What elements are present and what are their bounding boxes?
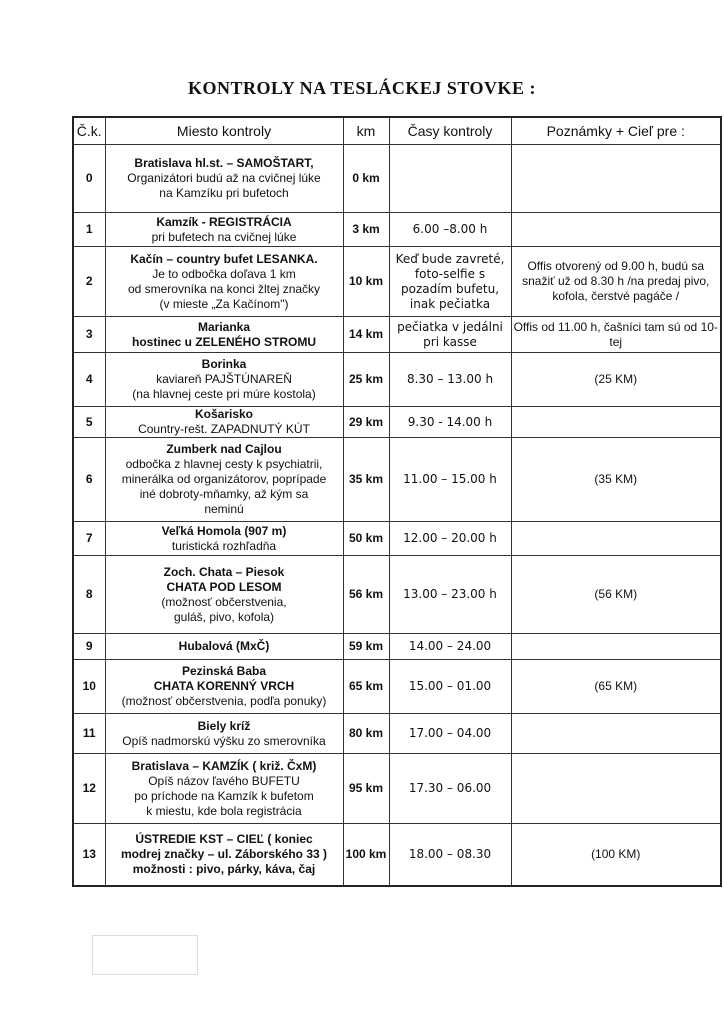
checkpoint-time: 12.00 – 20.00 h xyxy=(389,522,511,556)
checkpoint-time xyxy=(389,145,511,213)
checkpoint-number: 0 xyxy=(73,145,105,213)
checkpoint-place xyxy=(105,714,343,754)
checkpoint-note: (25 KM) xyxy=(511,353,721,407)
table-row xyxy=(73,213,721,247)
checkpoint-number: 4 xyxy=(73,353,105,407)
place-line: po príchode na Kamzík k bufetom xyxy=(134,788,314,803)
table-row xyxy=(73,522,721,556)
table-row xyxy=(73,317,721,353)
checkpoint-km: 80 km xyxy=(343,714,389,754)
checkpoint-time: Keď bude zavreté, foto-selfie s pozadím bufetu, inak pečiatka xyxy=(389,247,511,317)
checkpoint-note: (35 KM) xyxy=(511,438,721,522)
checkpoints-table xyxy=(72,116,722,887)
place-line: Košarisko xyxy=(194,407,254,421)
place-line: možnosti : pivo, párky, káva, čaj xyxy=(132,861,316,876)
place-line: Opíš názov ľavého BUFETU xyxy=(148,773,300,788)
place-line: Marianka xyxy=(197,319,251,334)
place-line: Hubalová (MxČ) xyxy=(178,639,270,653)
table-row xyxy=(73,660,721,714)
page-title: KONTROLY NA TESLÁCKEJ STOVKE : xyxy=(187,78,537,98)
place-line: modrej značky – ul. Záborského 33 ) xyxy=(120,846,328,861)
checkpoint-number: 12 xyxy=(73,754,105,824)
place-line: Bratislava – KAMZÍK ( križ. ČxM) xyxy=(131,758,317,773)
checkpoint-note: (100 KM) xyxy=(511,824,721,886)
table-row xyxy=(73,714,721,754)
table-body xyxy=(73,145,721,886)
checkpoint-place xyxy=(105,522,343,556)
checkpoint-place xyxy=(105,407,343,438)
table-header-row xyxy=(73,117,721,145)
checkpoint-time: 11.00 – 15.00 h xyxy=(389,438,511,522)
checkpoint-note: (65 KM) xyxy=(511,660,721,714)
place-line: Veľká Homola (907 m) xyxy=(161,523,287,538)
place-line: k miestu, kde bola registrácia xyxy=(146,803,302,818)
header-note: Poznámky + Cieľ pre : xyxy=(511,117,721,145)
checkpoint-place xyxy=(105,556,343,634)
place-line: Country-rešt. ZAPADNUTÝ KÚT xyxy=(138,422,310,436)
place-line: hostinec u ZELENÉHO STROMU xyxy=(131,334,316,349)
checkpoint-km: 95 km xyxy=(343,754,389,824)
checkpoint-number: 7 xyxy=(73,522,105,556)
checkpoint-time: 17.00 – 04.00 xyxy=(389,714,511,754)
table-row xyxy=(73,407,721,438)
checkpoint-time: 14.00 – 24.00 xyxy=(389,634,511,660)
place-line: odbočka z hlavnej cesty k psychiatrii, xyxy=(125,457,323,471)
checkpoint-km: 0 km xyxy=(343,145,389,213)
checkpoint-note xyxy=(511,754,721,824)
checkpoint-note xyxy=(511,522,721,556)
place-line: neminú xyxy=(204,502,244,516)
header-time: Časy kontroly xyxy=(389,117,511,145)
place-line: Zoch. Chata – Piesok xyxy=(163,564,285,579)
checkpoint-number: 13 xyxy=(73,824,105,886)
place-line: ÚSTREDIE KST – CIEĽ ( koniec xyxy=(135,831,313,846)
checkpoint-number: 11 xyxy=(73,714,105,754)
place-line: na Kamzíku pri bufetoch xyxy=(159,186,289,200)
place-line: minerálka od organizátorov, poprípade xyxy=(121,472,327,486)
checkpoint-km: 29 km xyxy=(343,407,389,438)
place-line: od smerovníka na konci žltej značky xyxy=(127,281,321,296)
faded-stamp xyxy=(92,935,198,975)
table-row xyxy=(73,247,721,317)
header-number: Č.k. xyxy=(73,117,105,145)
checkpoint-number: 2 xyxy=(73,247,105,317)
checkpoint-number: 8 xyxy=(73,556,105,634)
place-line: CHATA POD LESOM xyxy=(166,579,282,594)
place-line: guláš, pivo, kofola) xyxy=(173,609,275,624)
checkpoint-place xyxy=(105,634,343,660)
checkpoint-place xyxy=(105,145,343,213)
table-row xyxy=(73,556,721,634)
checkpoint-note xyxy=(511,145,721,213)
table-row xyxy=(73,824,721,886)
place-line: Bratislava hl.st. – SAMOŠTART, xyxy=(134,156,314,170)
place-line: Je to odbočka doľava 1 km xyxy=(152,266,296,281)
place-line: Opíš nadmorskú výšku zo smerovníka xyxy=(122,733,326,748)
checkpoint-place xyxy=(105,247,343,317)
checkpoint-km: 59 km xyxy=(343,634,389,660)
checkpoint-time: 18.00 – 08.30 xyxy=(389,824,511,886)
checkpoint-time: 15.00 – 01.00 xyxy=(389,660,511,714)
table-row xyxy=(73,754,721,824)
checkpoint-time: 9.30 - 14.00 h xyxy=(389,407,511,438)
checkpoint-km: 25 km xyxy=(343,353,389,407)
checkpoint-note: Offis od 11.00 h, čašníci tam sú od 10-tej xyxy=(511,317,721,353)
checkpoint-number: 10 xyxy=(73,660,105,714)
checkpoint-place xyxy=(105,213,343,247)
place-line: (možnosť občerstvenia, xyxy=(161,594,287,609)
checkpoint-time: 17.30 – 06.00 xyxy=(389,754,511,824)
checkpoint-km: 35 km xyxy=(343,438,389,522)
checkpoint-place xyxy=(105,438,343,522)
checkpoint-km: 50 km xyxy=(343,522,389,556)
checkpoint-number: 9 xyxy=(73,634,105,660)
place-line: Borinka xyxy=(201,357,247,371)
place-line: pri bufetech na cvičnej lúke xyxy=(151,229,297,244)
checkpoint-km: 14 km xyxy=(343,317,389,353)
place-line: Biely kríž xyxy=(197,718,251,733)
checkpoint-place xyxy=(105,353,343,407)
checkpoint-km: 56 km xyxy=(343,556,389,634)
checkpoint-number: 6 xyxy=(73,438,105,522)
checkpoint-note: (56 KM) xyxy=(511,556,721,634)
header-km: km xyxy=(343,117,389,145)
checkpoint-number: 5 xyxy=(73,407,105,438)
place-line: turistická rozhľadňa xyxy=(171,538,277,553)
checkpoint-place xyxy=(105,317,343,353)
place-line: Kačín – country bufet LESANKA. xyxy=(130,251,318,266)
place-line: (možnosť občerstvenia, podľa ponuky) xyxy=(121,694,327,708)
checkpoint-time: 8.30 – 13.00 h xyxy=(389,353,511,407)
checkpoint-note xyxy=(511,213,721,247)
checkpoint-km: 65 km xyxy=(343,660,389,714)
checkpoint-place xyxy=(105,660,343,714)
checkpoint-number: 1 xyxy=(73,213,105,247)
place-line: Pezinská Baba xyxy=(181,664,267,678)
checkpoint-time: 6.00 –8.00 h xyxy=(389,213,511,247)
place-line: Organizátori budú až na cvičnej lúke xyxy=(127,171,321,185)
place-line: kaviareň PAJŠTÚNAREŇ xyxy=(156,372,292,386)
place-line: (na hlavnej ceste pri múre kostola) xyxy=(132,387,316,401)
place-line: iné dobroty-mňamky, až kým sa xyxy=(139,487,309,501)
checkpoint-km: 3 km xyxy=(343,213,389,247)
checkpoint-km: 10 km xyxy=(343,247,389,317)
checkpoint-time: pečiatka v jedálni pri kasse xyxy=(389,317,511,353)
place-line: CHATA KORENNÝ VRCH xyxy=(153,679,295,693)
checkpoint-place xyxy=(105,754,343,824)
place-line: Kamzík - REGISTRÁCIA xyxy=(156,214,292,229)
checkpoint-note xyxy=(511,714,721,754)
checkpoint-time: 13.00 – 23.00 h xyxy=(389,556,511,634)
checkpoint-note: Offis otvorený od 9.00 h, budú sa snažiť už od 8.30 h /na predaj pivo, kofola, čerstvé pagáče / xyxy=(511,247,721,317)
checkpoint-number: 3 xyxy=(73,317,105,353)
checkpoint-place xyxy=(105,824,343,886)
table-row xyxy=(73,145,721,213)
checkpoint-note xyxy=(511,634,721,660)
table-row xyxy=(73,353,721,407)
place-line: Zumberk nad Cajlou xyxy=(166,442,282,456)
header-place: Miesto kontroly xyxy=(105,117,343,145)
table-row xyxy=(73,634,721,660)
checkpoint-km: 100 km xyxy=(343,824,389,886)
place-line: (v mieste „Za Kačínom") xyxy=(159,296,289,311)
table-row xyxy=(73,438,721,522)
checkpoint-note xyxy=(511,407,721,438)
